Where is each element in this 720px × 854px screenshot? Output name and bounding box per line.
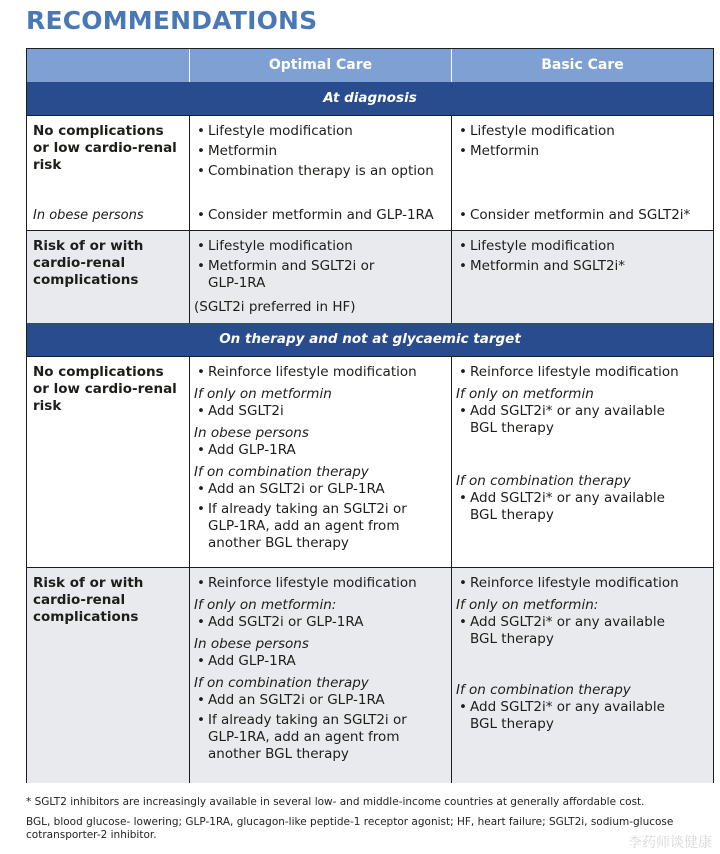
subheading: If only on metformin xyxy=(194,386,332,402)
list-item: • Lifestyle modification xyxy=(194,238,394,255)
basic-cell-combo xyxy=(456,682,710,733)
footnote-abbreviations: BGL, blood glucose- lowering; GLP-1RA, glucagon-like peptide-1 receptor agonist; HF, heart failure; SGLT2i, sodium-glucose cotransporter-2 inhibitor. xyxy=(26,816,674,841)
optimal-cell xyxy=(194,575,448,763)
list-item: • Add SGLT2i* or any available BGL therapy xyxy=(456,403,685,437)
subheading: In obese persons xyxy=(194,425,309,441)
basic-cell xyxy=(456,364,710,437)
footnote-sglt2: * SGLT2 inhibitors are increasingly available in several low- and middle-income countries at generally affordable cost. xyxy=(26,796,645,808)
basic-cell-combo xyxy=(456,473,710,524)
list-item: • Metformin xyxy=(194,143,448,160)
list-item: • Add GLP-1RA xyxy=(194,653,448,670)
row-label: Risk of or with cardio-renal complications xyxy=(33,575,144,625)
list-item: • Lifestyle modification xyxy=(456,238,710,255)
list-item: • Reinforce lifestyle modification xyxy=(456,575,710,592)
row-therapy-low-risk xyxy=(27,356,713,567)
list-item: • Add SGLT2i* or any available BGL therapy xyxy=(456,614,685,648)
optimal-cell xyxy=(194,238,394,316)
list-item: • Metformin and SGLT2i* xyxy=(456,258,710,275)
list-item: • Metformin xyxy=(456,143,710,160)
subheading: If on combination therapy xyxy=(194,675,369,691)
list-item: • Add an SGLT2i or GLP-1RA xyxy=(194,692,448,709)
list-item: • Reinforce lifestyle modification xyxy=(194,575,448,592)
col-optimal-header: Optimal Care xyxy=(268,57,373,73)
watermark: 李药师谈健康 xyxy=(628,835,712,851)
list-item: • Add an SGLT2i or GLP-1RA xyxy=(194,481,448,498)
subheading: If on combination therapy xyxy=(194,464,369,480)
row-label: No complications or low cardio-renal risk xyxy=(33,364,177,414)
row-therapy-cardio-renal xyxy=(27,567,713,783)
basic-cell xyxy=(456,238,710,275)
subheading: If on combination therapy xyxy=(456,682,631,698)
list-item: • Add SGLT2i* or any available BGL therapy xyxy=(456,699,685,733)
optimal-cell xyxy=(194,364,448,552)
subheading: If only on metformin: xyxy=(456,597,599,613)
basic-obese-cell xyxy=(456,207,710,224)
subheading: If on combination therapy xyxy=(456,473,631,489)
list-item: • Add GLP-1RA xyxy=(194,442,448,459)
list-item: • Metformin and SGLT2i or GLP-1RA xyxy=(194,258,378,292)
list-item: • Add SGLT2i xyxy=(194,403,448,420)
note: (SGLT2i preferred in HF) xyxy=(194,299,356,315)
row-diagnosis-cardio-renal xyxy=(27,230,713,323)
obese-label: In obese persons xyxy=(33,208,144,223)
row-label: No complications or low cardio-renal risk xyxy=(33,123,177,173)
recommendations-table xyxy=(26,48,714,783)
list-item: • Add SGLT2i* or any available BGL therapy xyxy=(456,490,685,524)
band-on-therapy: On therapy and not at glycaemic target xyxy=(27,323,713,356)
list-item: • Combination therapy is an option xyxy=(194,163,448,180)
col-basic-header: Basic Care xyxy=(541,57,624,73)
optimal-cell xyxy=(194,123,448,180)
row-diagnosis-low-risk xyxy=(27,115,713,230)
list-item: • Consider metformin and GLP-1RA xyxy=(194,207,448,224)
table-header xyxy=(27,49,713,82)
basic-cell xyxy=(456,123,710,160)
subheading: If only on metformin: xyxy=(194,597,337,613)
list-item: • If already taking an SGLT2i or GLP-1RA, add an agent from another BGL therapy xyxy=(194,712,418,763)
subheading: In obese persons xyxy=(194,636,309,652)
band-at-diagnosis: At diagnosis xyxy=(27,82,713,115)
list-item: • Reinforce lifestyle modification xyxy=(456,364,710,381)
list-item: • Add SGLT2i or GLP-1RA xyxy=(194,614,448,631)
page-title: RECOMMENDATIONS xyxy=(26,6,318,35)
list-item: • Lifestyle modification xyxy=(194,123,448,140)
list-item: • Reinforce lifestyle modification xyxy=(194,364,448,381)
list-item: • Consider metformin and SGLT2i* xyxy=(456,207,710,224)
row-label: Risk of or with cardio-renal complications xyxy=(33,238,144,288)
list-item: • If already taking an SGLT2i or GLP-1RA, add an agent from another BGL therapy xyxy=(194,501,418,552)
list-item: • Lifestyle modification xyxy=(456,123,710,140)
basic-cell xyxy=(456,575,710,648)
optimal-obese-cell xyxy=(194,207,448,224)
subheading: If only on metformin xyxy=(456,386,594,402)
